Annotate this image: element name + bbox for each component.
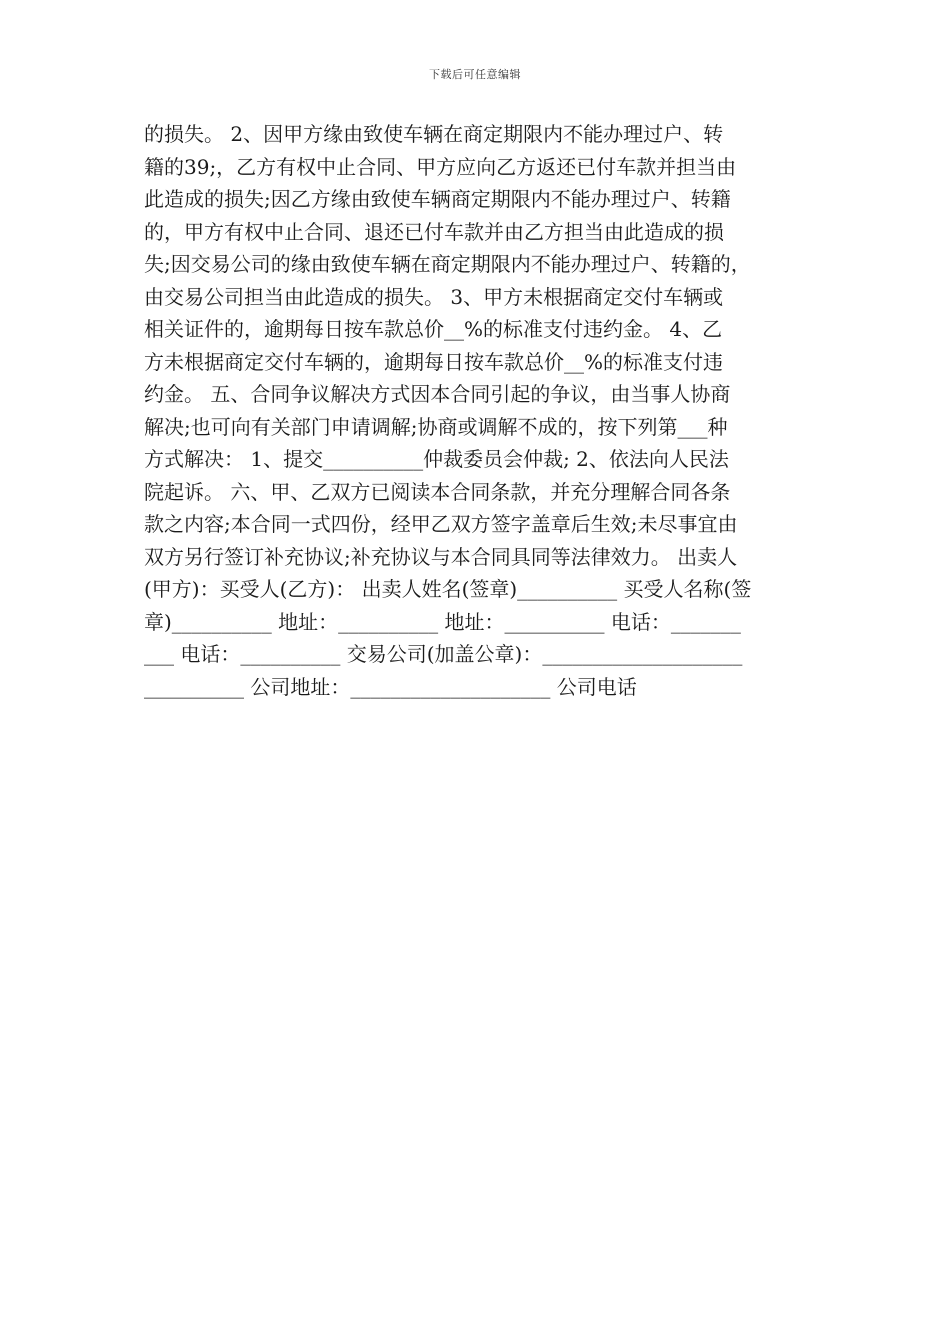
text-line: (甲方)：买受人(乙方)： 出卖人姓名(签章)__________ 买受人名称(签 <box>144 577 752 601</box>
text-line: 相关证件的，逾期每日按车款总价__%的标准支付违约金。 4、乙 <box>144 317 723 341</box>
text-line: 的损失。 2、因甲方缘由致使车辆在商定期限内不能办理过户、转 <box>144 122 724 146</box>
contract-body <box>144 118 812 703</box>
text-line: 方式解决： 1、提交__________仲裁委员会仲裁; 2、依法向人民法 <box>144 447 729 471</box>
text-line: 的，甲方有权中止合同、退还已付车款并由乙方担当由此造成的损 <box>144 219 724 244</box>
text-line: 方未根据商定交付车辆的，逾期每日按车款总价__%的标准支付违 <box>144 349 724 374</box>
text-line: ___ 电话：__________ 交易公司(加盖公章)：____________________ <box>144 642 743 666</box>
text-line: 由交易公司担当由此造成的损失。 3、甲方未根据商定交付车辆或 <box>144 284 724 309</box>
text-line: 双方另行签订补充协议;补充协议与本合同具同等法律效力。 出卖人 <box>144 544 738 569</box>
text-line: 失;因交易公司的缘由致使车辆在商定期限内不能办理过户、转籍的， <box>144 252 751 276</box>
text-line: 解决;也可向有关部门申请调解;协商或调解不成的，按下列第___种 <box>144 414 728 439</box>
text-line: 院起诉。 六、甲、乙双方已阅读本合同条款，并充分理解合同各条 <box>144 479 731 504</box>
text-line: 章)__________ 地址：__________ 地址：__________ 电话：_______ <box>144 609 741 634</box>
text-line: 籍的39;，乙方有权中止合同、甲方应向乙方返还已付车款并担当由 <box>144 154 737 179</box>
text-line: __________ 公司地址：____________________ 公司电话 <box>144 674 637 699</box>
text-line: 此造成的损失;因乙方缘由致使车辆商定期限内不能办理过户、转籍 <box>144 187 731 211</box>
download-note: 下载后可任意编辑 <box>429 68 521 81</box>
text-line: 约金。 五、合同争议解决方式因本合同引起的争议，由当事人协商 <box>144 382 731 406</box>
text-line: 款之内容;本合同一式四份，经甲乙双方签字盖章后生效;未尽事宜由 <box>144 512 738 536</box>
